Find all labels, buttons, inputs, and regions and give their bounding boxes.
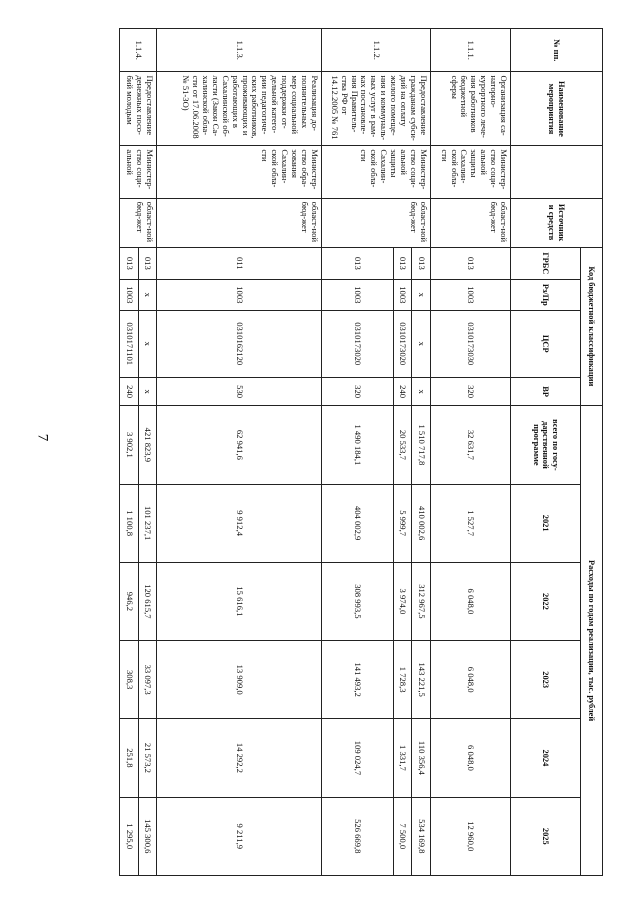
cell-vr: 320 [321,377,393,405]
cell-vr: 240 [120,377,139,405]
row-name: Реализация до-полнительных мер социальной поддержки от-дельной катего-рии педагогиче-ских работников, проживающих и работающих в Сахалинской об-ласти (Закон Са-халинской обла-сти от 17.06.2008 № 51-ЗО) [157,72,322,146]
row-name: Предоставление денежных посо-бий молодым [120,72,157,146]
cell-2023: 143 221,5 [412,641,431,719]
cell-grbs: 013 [120,247,139,280]
cell-2023: 1 728,3 [393,641,412,719]
table-row [157,29,322,876]
cell-total: 1 510 717,8 [412,406,431,484]
cell-rzpr: 1003 [393,280,412,310]
row-source: област-ной бюд-жет [321,198,430,247]
header-year-2025: 2025 [511,797,581,875]
header-no: № пп. [511,29,603,72]
table-row [430,29,510,876]
cell-total: 32 631,7 [430,406,510,484]
cell-2021: 404 002,9 [321,484,393,562]
row-source: област-ной бюд-жет [157,198,322,247]
cell-2022: 946,2 [120,562,139,640]
cell-grbs: 013 [412,247,431,280]
cell-2024: 251,8 [120,719,139,797]
row-executor: Министер-ство соци-альной защиты Сахалин-ской обла-сти [430,146,510,198]
cell-2024: 6 048,0 [430,719,510,797]
cell-2021: 5 999,7 [393,484,412,562]
cell-2024: 110 356,4 [412,719,431,797]
row-source: област-ной бюд-жет [120,198,157,247]
row-executor: Министер-ство соци-альной защиты Сахалин-ской обла-сти [321,146,430,198]
row-executor: Министер-ство обра-зования Сахалин-ской обла-сти [157,146,322,198]
cell-2021: 410 002,6 [412,484,431,562]
cell-csr: 0310173020 [321,310,393,377]
cell-vr: x [412,377,431,405]
cell-2025: 526 669,8 [321,797,393,875]
cell-2024: 109 024,7 [321,719,393,797]
cell-rzpr: 1003 [120,280,139,310]
table-row [412,29,431,876]
row-name: Организация са-наторно-курортного лече-ния работников бюджетной сферы [430,72,510,146]
row-source: област-ной бюд-жет [430,198,510,247]
cell-total: 62 941,6 [157,406,322,484]
cell-total: 3 902,1 [120,406,139,484]
cell-csr: 0310162120 [157,310,322,377]
header-csr: ЦСР [511,310,581,377]
cell-csr: 0310173030 [430,310,510,377]
header-grbs: ГРБС [511,247,581,280]
cell-2023: 141 493,2 [321,641,393,719]
cell-2023: 308,3 [120,641,139,719]
cell-2021: 1 100,8 [120,484,139,562]
cell-2025: 9 211,9 [157,797,322,875]
cell-2022: 3 974,0 [393,562,412,640]
cell-2023: 6 048,0 [430,641,510,719]
cell-vr: 320 [430,377,510,405]
cell-total: 1 490 184,1 [321,406,393,484]
header-source: Источники средств [511,198,603,247]
header-rzpr: Рз/Пр [511,280,581,310]
cell-2022: 308 993,5 [321,562,393,640]
header-year-2022: 2022 [511,562,581,640]
cell-csr: 0310173020 [393,310,412,377]
cell-csr: 0310171101 [120,310,139,377]
cell-vr: 240 [393,377,412,405]
header-vr: ВР [511,377,581,405]
cell-2025: 1 295,0 [120,797,139,875]
cell-csr: x [412,310,431,377]
cell-vr: x [138,377,157,405]
row-number: 1.1.1. [430,29,510,72]
cell-2021: 9 912,4 [157,484,322,562]
cell-2025: 12 960,0 [430,797,510,875]
cell-2025: 534 169,8 [412,797,431,875]
cell-csr: x [138,310,157,377]
page-number: 7 [34,433,51,442]
cell-vr: 530 [157,377,322,405]
row-number: 1.1.2. [321,29,430,72]
header-code-group: Код бюджетной классификации [581,247,603,406]
row-number: 1.1.3. [157,29,322,72]
row-executor: Министер-ство соци-альной [120,146,157,198]
cell-total: 421 823,9 [138,406,157,484]
cell-grbs: 013 [321,247,393,280]
table-row [138,29,157,876]
cell-rzpr: 1003 [321,280,393,310]
cell-total: 20 533,7 [393,406,412,484]
header-total: всего по госу-дарственной программе [511,406,581,484]
cell-rzpr: x [412,280,431,310]
cell-grbs: 013 [430,247,510,280]
header-name: Наименование мероприятия [511,72,603,146]
header-year-2021: 2021 [511,484,581,562]
row-name: Предоставление гражданам субси-дий на оплату жилого помеще-ния и коммуналь-ных услуг в рам-ках постановле-ния Правитель-ства РФ от 14.12.2005 № 761 [321,72,430,146]
cell-2025: 145 300,6 [138,797,157,875]
cell-grbs: 011 [157,247,322,280]
cell-2022: 312 967,5 [412,562,431,640]
cell-grbs: 013 [138,247,157,280]
cell-2022: 6 048,0 [430,562,510,640]
cell-2021: 1 527,7 [430,484,510,562]
cell-2024: 14 292,2 [157,719,322,797]
cell-rzpr: x [138,280,157,310]
header-year-2023: 2023 [511,641,581,719]
header-year-2024: 2024 [511,719,581,797]
cell-2021: 101 237,1 [138,484,157,562]
cell-2022: 15 616,1 [157,562,322,640]
cell-2025: 7 500,0 [393,797,412,875]
header-executor [511,146,603,198]
cell-2024: 1 331,7 [393,719,412,797]
cell-2022: 120 615,7 [138,562,157,640]
cell-2024: 21 573,2 [138,719,157,797]
cell-2023: 13 909,0 [157,641,322,719]
row-number: 1.1.4. [120,29,157,72]
cell-2023: 33 097,3 [138,641,157,719]
cell-grbs: 013 [393,247,412,280]
header-expenses-group: Расходы по годам реализации, тыс. рублей [581,406,603,876]
cell-rzpr: 1003 [430,280,510,310]
budget-table [119,28,603,876]
cell-rzpr: 1003 [157,280,322,310]
